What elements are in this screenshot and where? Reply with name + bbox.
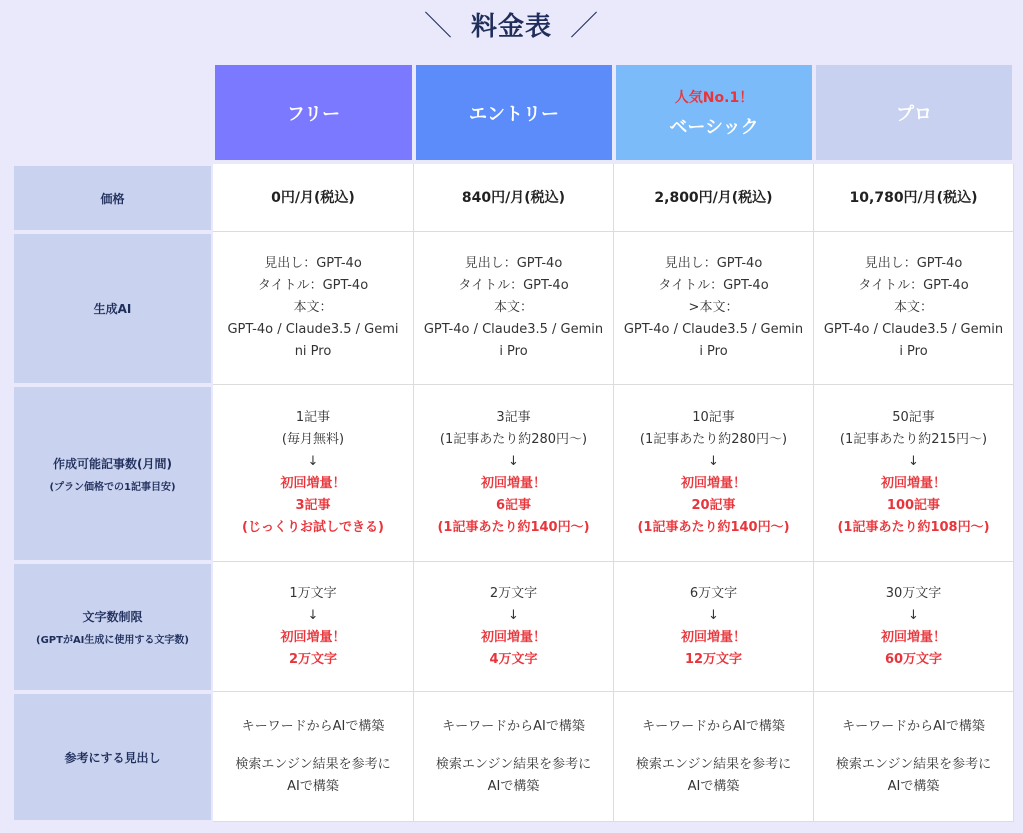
bonus-note: (1記事あたり約140円～) [437,520,590,535]
chars-cell-entry [414,562,614,692]
pricing-table [12,65,1014,822]
bonus-count: 20記事 [691,498,736,513]
title-slash-left: ＼ [423,9,453,42]
title-slash-right: ／ [570,9,600,42]
article-count: 1記事 [295,410,331,425]
articles-cell-entry [414,385,614,562]
ai-line: GPT-4o / Claude3.5 / Gemin [623,322,804,337]
price-cell-pro: 10,780円/月(税込) [814,164,1014,232]
articles-cell-basic [614,385,814,562]
bonus-count: 6記事 [495,498,532,513]
price-cell-basic: 2,800円/月(税込) [614,164,814,232]
bonus-note: (1記事あたり約108円～) [837,520,990,535]
heading-method: AIで構築 [487,778,540,794]
article-count: 50記事 [892,410,935,425]
ai-cell-entry [414,232,614,385]
headings-cell-pro [814,692,1014,822]
row-label: 文字数制限 [82,610,143,624]
ai-line: i Pro [899,344,928,359]
down-arrow-icon: ↓ [508,607,519,623]
heading-method: キーワードからAIで構築 [442,718,585,734]
row-header-ai [14,234,211,383]
row-header-headings [14,694,211,820]
down-arrow-icon: ↓ [307,607,319,623]
chars-cell-pro [814,562,1014,692]
down-arrow-icon: ↓ [708,607,719,623]
bonus-count: 100記事 [886,498,941,513]
bonus-label: 初回増量！ [880,629,946,645]
heading-method: 検索エンジン結果を参考に [835,756,992,772]
char-limit: 6万文字 [689,585,738,601]
article-note: (毎月無料) [281,432,345,447]
row-sublabel: (GPTがAI生成に使用する文字数) [36,635,189,646]
heading-method: AIで構築 [687,778,740,794]
heading-method: キーワードからAIで構築 [241,718,385,734]
bonus-note: (1記事あたり約140円～) [637,520,790,535]
ai-line: タイトル：GPT-4o [257,278,369,293]
ai-line: GPT-4o / Claude3.5 / Gemin [423,322,604,337]
bonus-label: 初回増量！ [880,476,946,491]
char-limit: 30万文字 [885,585,942,601]
row-label: 価格 [100,191,125,206]
articles-cell-pro [814,385,1014,562]
ai-line: タイトル：GPT-4o [458,278,569,293]
plan-header-basic [616,65,812,160]
plan-name: エントリー [469,103,559,125]
heading-method: AIで構築 [287,778,339,794]
heading-method: 検索エンジン結果を参考に [235,756,391,772]
plan-header-entry [416,65,612,160]
heading-method: キーワードからAIで構築 [842,718,985,734]
bonus-count: 3記事 [295,498,331,513]
ai-line: GPT-4o / Claude3.5 / Gemi [227,322,399,337]
bonus-value: 4万文字 [489,651,538,667]
ai-line: 本文： [493,300,533,315]
ai-line: i Pro [699,344,728,359]
ai-line: 本文： [293,300,333,315]
row-sublabel: (プラン価格での1記事目安) [49,481,176,493]
ai-line: i Pro [499,344,528,359]
row-label: 生成AI [93,302,132,316]
bonus-label: 初回増量！ [480,476,546,491]
ai-line: タイトル：GPT-4o [858,278,969,293]
bonus-label: 初回増量！ [280,629,346,645]
ai-cell-basic [614,232,814,385]
ai-line: タイトル：GPT-4o [658,278,769,293]
article-note: (1記事あたり約215円～) [839,432,988,447]
row-label: 参考にする見出し [64,750,161,765]
down-arrow-icon: ↓ [508,454,519,469]
row-header-price [14,166,211,230]
down-arrow-icon: ↓ [307,454,319,469]
ai-cell-free [213,232,414,385]
plan-name: ベーシック [669,116,759,138]
article-note: (1記事あたり約280円～) [439,432,588,447]
bonus-note: (じっくりお試しできる) [242,520,384,535]
ai-line: GPT-4o / Claude3.5 / Gemin [823,322,1004,337]
price-cell-free: 0円/月(税込) [213,164,414,232]
table-corner [12,65,213,164]
articles-cell-free [213,385,414,562]
down-arrow-icon: ↓ [908,454,919,469]
headings-cell-entry [414,692,614,822]
article-count: 3記事 [496,410,531,425]
plan-header-free [215,65,412,160]
heading-method: キーワードからAIで構築 [642,718,785,734]
bonus-label: 初回増量！ [680,476,746,491]
bonus-label: 初回増量！ [680,629,746,645]
row-header-articles [14,387,211,560]
down-arrow-icon: ↓ [908,607,919,623]
bonus-value: 60万文字 [884,651,943,667]
chars-cell-free [213,562,414,692]
headings-cell-free [213,692,414,822]
heading-method: 検索エンジン結果を参考に [635,756,792,772]
char-limit: 2万文字 [489,585,538,601]
char-limit: 1万文字 [289,585,337,601]
headings-cell-basic [614,692,814,822]
ai-line: 見出し：GPT-4o [664,256,763,271]
row-label: 作成可能記事数(月間) [53,456,172,471]
bonus-label: 初回増量！ [480,629,546,645]
ai-line: 本文： [893,300,933,315]
price-cell-entry: 840円/月(税込) [414,164,614,232]
plan-name: プロ [896,103,932,125]
bonus-value: 12万文字 [684,651,743,667]
row-header-chars [14,564,211,690]
ai-line: 見出し：GPT-4o [864,256,963,271]
heading-method: AIで構築 [887,778,940,794]
heading-method: 検索エンジン結果を参考に [435,756,592,772]
bonus-label: 初回増量！ [280,476,346,491]
popular-badge: 人気No.1！ [674,89,754,106]
article-note: (1記事あたり約280円～) [639,432,788,447]
article-count: 10記事 [692,410,735,425]
chars-cell-basic [614,562,814,692]
plan-name: フリー [286,103,341,125]
down-arrow-icon: ↓ [708,454,719,469]
bonus-value: 2万文字 [288,651,338,667]
page-title [0,0,1023,48]
ai-line: 見出し：GPT-4o [264,256,362,271]
ai-line: ni Pro [294,344,332,359]
ai-line: >本文： [688,300,739,315]
plan-header-pro [816,65,1012,160]
ai-cell-pro [814,232,1014,385]
page-title-text: 料金表 [470,11,552,42]
ai-line: 見出し：GPT-4o [464,256,563,271]
